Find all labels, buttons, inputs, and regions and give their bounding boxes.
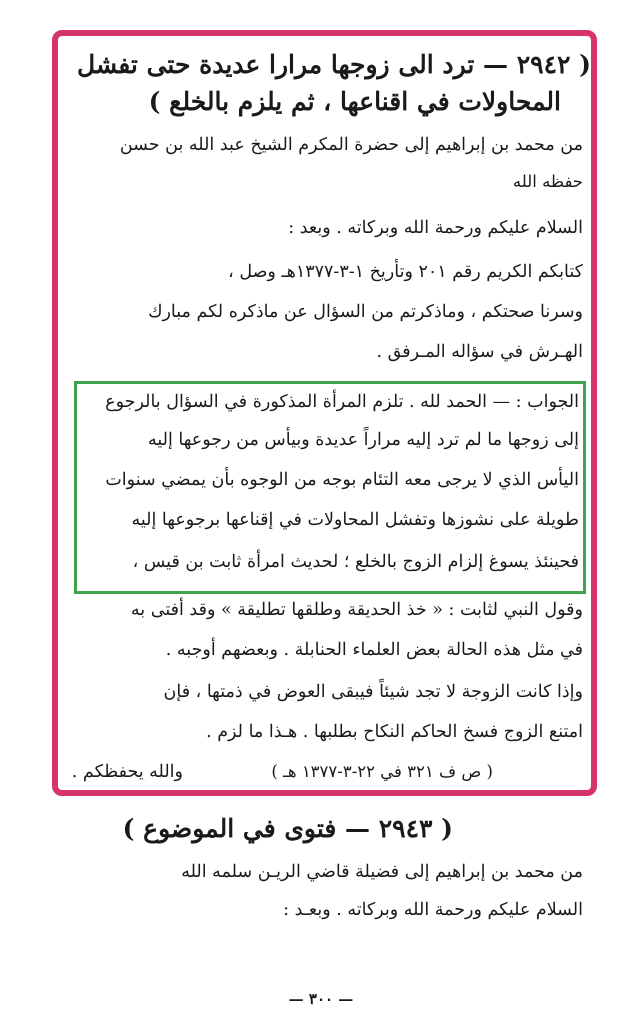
fatwa-2942-after-line1: وقول النبي لثابت : « خذ الحديقة وطلقها تطليقة » وقد أفتى به: [130, 600, 583, 620]
page-number: — ٣٠٠ —: [288, 990, 354, 1008]
fatwa-2943-title: ( ٢٩٤٣ — فتوى في الموضوع ): [122, 814, 453, 843]
fatwa-2942-answer-line3: اليأس الذي لا يرجى معه التئام بوجه من الوجوه بأن يمضي سنوات: [105, 470, 579, 490]
fatwa-2942-title-line2: المحاولات في اقناعها ، ثم يلزم بالخلع ): [148, 87, 561, 116]
fatwa-2942-greeting: السلام عليكم ورحمة الله وبركاته . وبعد :: [288, 218, 583, 238]
fatwa-2942-answer-line5: فحينئذ يسوغ إلزام الزوج بالخلع ؛ لحديث امرأة ثابت بن قيس ،: [132, 552, 579, 572]
fatwa-2942-body-line2: وسرنا صحتكم ، وماذكرتم من السؤال عن ماذكره لكم مبارك: [148, 302, 583, 322]
fatwa-2942-closing: والله يحفظكم .: [71, 762, 183, 782]
fatwa-2942-answer-line2: إلى زوجها ما لم ترد إليه مراراً عديدة وبيأس من رجوعها إليه: [147, 430, 579, 450]
fatwa-2942-after-line2: في مثل هذه الحالة بعض العلماء الحنابلة . وبعضهم أوجبه .: [165, 640, 583, 660]
fatwa-2942-body-line3: الهـرش في سؤاله المـرفق .: [376, 342, 583, 362]
fatwa-2942-answer-line1: الجواب : — الحمد لله . تلزم المرأة المذكورة في السؤال بالرجوع: [105, 392, 579, 412]
fatwa-2942-hafizahu: حفظه الله: [512, 172, 583, 191]
fatwa-2942-from-line: من محمد بن إبراهيم إلى حضرة المكرم الشيخ عبد الله بن حسن: [119, 135, 583, 155]
fatwa-2942-answer-line4: طويلة على نشوزها وتفشل المحاولات في إقناعها برجوعها إليه: [131, 510, 579, 530]
fatwa-2942-reference: ( ص ف ٣٢١ في ٢٢-٣-١٣٧٧ هـ ): [271, 762, 493, 781]
fatwa-2942-body-line1: كتابكم الكريم رقم ٢٠١ وتأريخ ١-٣-١٣٧٧هـ وصل ،: [228, 262, 583, 282]
fatwa-2943-greeting: السلام عليكم ورحمة الله وبركاته . وبعـد :: [283, 900, 583, 920]
fatwa-2943-from-line: من محمد بن إبراهيم إلى فضيلة قاضي الريـن سلمه الله: [181, 862, 583, 882]
fatwa-2942-after-line3: وإذا كانت الزوجة لا تجد شيئاً فيبقى العوض في ذمتها ، فإن: [163, 682, 583, 702]
fatwa-2942-title-line1: ( ٢٩٤٢ — ترد الى زوجها مرارا عديدة حتى تفشل: [77, 50, 591, 79]
fatwa-2942-after-line4: امتنع الزوج فسخ الحاكم النكاح بطلبها . هـذا ما لزم .: [206, 722, 583, 742]
